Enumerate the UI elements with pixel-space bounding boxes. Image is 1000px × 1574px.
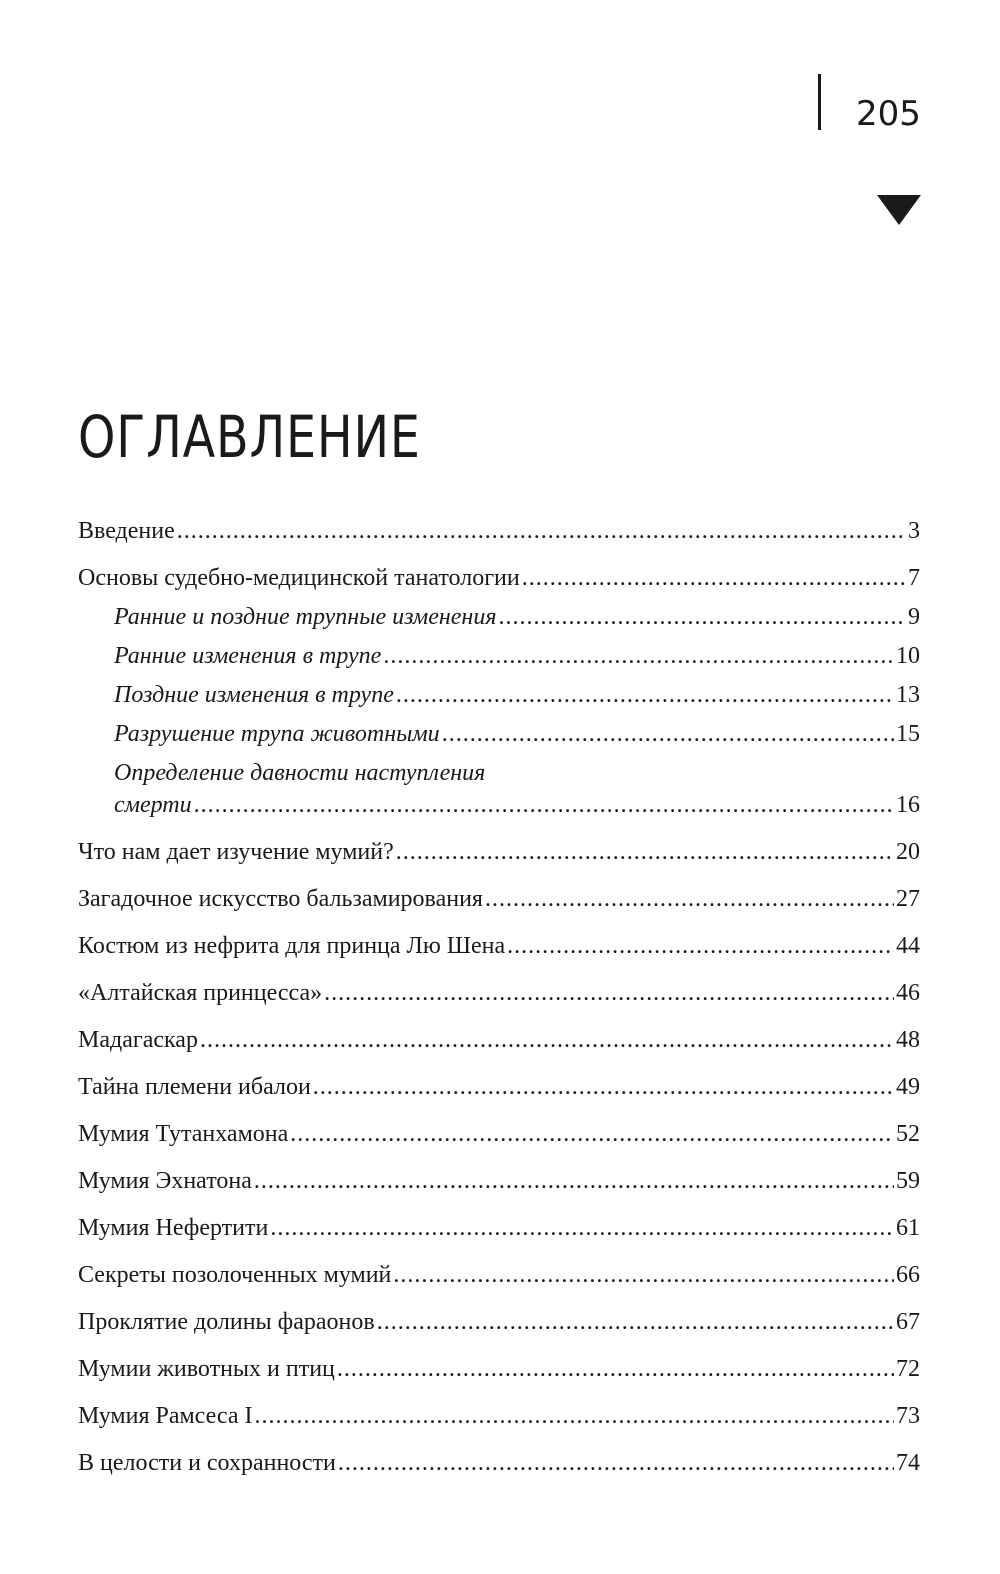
toc-entry-page: 66	[896, 1262, 920, 1288]
toc-entry-title: Ранние и поздние трупные изменения	[114, 604, 497, 630]
toc-entry-title: Мумия Эхнатона	[78, 1168, 252, 1194]
toc-leader-dots	[377, 1306, 894, 1338]
toc-entry[interactable]	[78, 930, 920, 962]
toc-entry-title: Ранние изменения в трупе	[114, 643, 382, 669]
toc-entry[interactable]	[78, 1353, 920, 1385]
toc-subentry[interactable]	[78, 601, 920, 633]
toc-entry-title: Разрушение трупа животными	[114, 721, 440, 747]
toc-entry[interactable]	[78, 1071, 920, 1103]
toc-entry-page: 74	[896, 1450, 920, 1476]
toc-leader-dots	[485, 883, 894, 915]
toc-entry-page: 20	[896, 839, 920, 865]
toc-entry-page: 67	[896, 1309, 920, 1335]
toc-entry-title: Мумия Нефертити	[78, 1215, 269, 1241]
toc-entry-title: Тайна племени ибалои	[78, 1074, 311, 1100]
toc-entry-page: 59	[896, 1168, 920, 1194]
toc-entry-page: 72	[896, 1356, 920, 1382]
page-number: 205	[856, 94, 921, 134]
toc-entry-page: 13	[896, 682, 920, 708]
toc-leader-dots	[498, 601, 906, 633]
down-triangle-icon	[877, 195, 921, 225]
toc-leader-dots	[254, 1165, 894, 1197]
toc-entry-page: 7	[908, 565, 920, 591]
toc-leader-dots	[254, 1400, 894, 1432]
toc-entry[interactable]	[78, 1400, 920, 1432]
toc-entry-page: 73	[896, 1403, 920, 1429]
toc-entry-page: 61	[896, 1215, 920, 1241]
toc-leader-dots	[324, 977, 894, 1009]
toc-entry[interactable]	[78, 1024, 920, 1056]
toc-entry[interactable]	[78, 836, 920, 868]
toc-leader-dots	[507, 930, 894, 962]
toc-entry-page: 16	[896, 792, 920, 818]
toc-leader-dots	[313, 1071, 894, 1103]
toc-entry-page: 44	[896, 933, 920, 959]
toc-entry-page: 3	[908, 518, 920, 544]
toc-subentry[interactable]	[78, 757, 920, 821]
toc-leader-dots	[522, 562, 906, 594]
toc-leader-dots	[383, 640, 894, 672]
toc-leader-dots	[338, 1447, 894, 1479]
toc-entry-page: 49	[896, 1074, 920, 1100]
toc-subentry[interactable]	[78, 679, 920, 711]
toc-entry-page: 27	[896, 886, 920, 912]
toc-leader-dots	[396, 836, 894, 868]
toc-entry-title: Основы судебно-медицинской танатологии	[78, 565, 520, 591]
table-of-contents	[78, 515, 920, 1494]
toc-entry[interactable]	[78, 1212, 920, 1244]
toc-entry-page: 9	[908, 604, 920, 630]
toc-entry-title: Мумия Рамсеса I	[78, 1403, 253, 1429]
toc-entry-title: Поздние изменения в трупе	[114, 682, 394, 708]
toc-entry[interactable]	[78, 883, 920, 915]
toc-entry[interactable]	[78, 562, 920, 594]
page-title: ОГЛАВЛЕНИЕ	[78, 403, 421, 471]
toc-entry-page: 15	[896, 721, 920, 747]
toc-entry-title: В целости и сохранности	[78, 1450, 336, 1476]
toc-entry-title: Мадагаскар	[78, 1027, 198, 1053]
page-number-rule	[818, 74, 821, 130]
toc-entry[interactable]	[78, 515, 920, 547]
toc-leader-dots	[290, 1118, 894, 1150]
toc-leader-dots	[442, 718, 894, 750]
toc-entry[interactable]	[78, 1447, 920, 1479]
toc-entry-page: 10	[896, 643, 920, 669]
toc-leader-dots	[200, 1024, 894, 1056]
toc-entry-title: Загадочное искусство бальзамирования	[78, 886, 483, 912]
toc-entry-title: Костюм из нефрита для принца Лю Шена	[78, 933, 506, 959]
toc-leader-dots	[393, 1259, 894, 1291]
toc-leader-dots	[270, 1212, 894, 1244]
toc-entry-title-line2: смерти	[114, 792, 192, 818]
toc-entry-title: Мумии животных и птиц	[78, 1356, 335, 1382]
toc-entry[interactable]	[78, 1306, 920, 1338]
toc-entry-title-line1: Определение давности наступления	[114, 760, 486, 786]
toc-entry-title: Проклятие долины фараонов	[78, 1309, 375, 1335]
toc-subentry[interactable]	[78, 640, 920, 672]
toc-entry-page: 46	[896, 980, 920, 1006]
toc-entry-page: 48	[896, 1027, 920, 1053]
toc-entry-title: Введение	[78, 518, 175, 544]
toc-entry[interactable]	[78, 977, 920, 1009]
toc-leader-dots	[177, 515, 906, 547]
toc-entry[interactable]	[78, 1259, 920, 1291]
toc-entry-title: Что нам дает изучение мумий?	[78, 839, 394, 865]
toc-entry[interactable]	[78, 1165, 920, 1197]
toc-leader-dots	[194, 789, 894, 821]
toc-leader-dots	[396, 679, 894, 711]
toc-entry-title: Мумия Тутанхамона	[78, 1121, 289, 1147]
toc-subentry[interactable]	[78, 718, 920, 750]
toc-leader-dots	[337, 1353, 894, 1385]
toc-entry[interactable]	[78, 1118, 920, 1150]
toc-entry-title: «Алтайская принцесса»	[78, 980, 323, 1006]
toc-entry-page: 52	[896, 1121, 920, 1147]
toc-entry-title: Секреты позолоченных мумий	[78, 1262, 392, 1288]
